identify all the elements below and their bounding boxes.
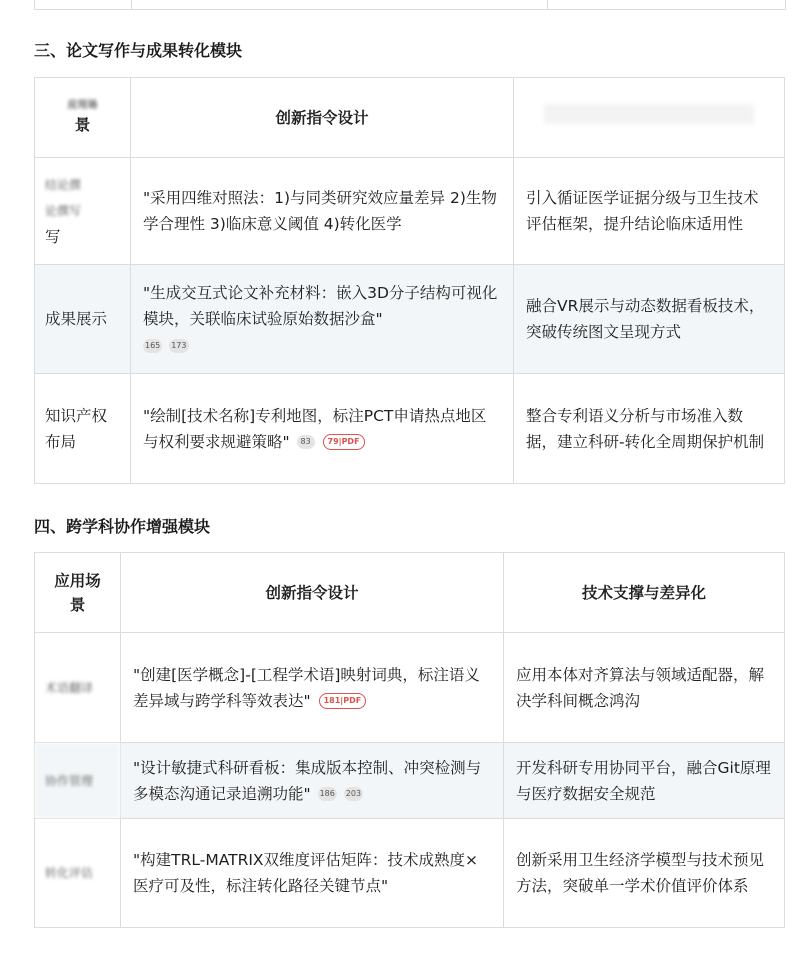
- row-scene: 结论撰 论撰写 写: [35, 158, 131, 265]
- row-tech: 引入循证医学证据分级与卫生技术评估框架，提升结论临床适用性: [514, 158, 785, 265]
- pdf-reference-badge[interactable]: 181|PDF: [319, 693, 367, 709]
- row-scene: 术语翻译: [35, 633, 121, 743]
- table-row: [35, 374, 785, 484]
- header-scene: 应用场 景: [35, 78, 131, 158]
- row-scene: 知识产权布局: [35, 374, 131, 484]
- reference-badge[interactable]: 83: [297, 435, 315, 449]
- table-row: [35, 819, 785, 928]
- row-design: "设计敏捷式科研看板：集成版本控制、冲突检测与多模态沟通记录追溯功能" 186 203: [121, 743, 504, 819]
- row-design: "采用四维对照法：1)与同类研究效应量差异 2)生物学合理性 3)临床意义阈值 4)转化医学: [131, 158, 514, 265]
- table-header-row: [35, 78, 785, 158]
- table-row: [35, 158, 785, 265]
- row-design: "创建[医学概念]-[工程学术语]映射词典，标注语义差异域与跨学科等效表达" 181|PDF: [121, 633, 504, 743]
- reference-badge[interactable]: 173: [169, 339, 188, 353]
- pdf-reference-badge[interactable]: 79|PDF: [323, 434, 365, 450]
- previous-table-bottom: [34, 0, 786, 10]
- row-tech: 整合专利语义分析与市场准入数据，建立科研-转化全周期保护机制: [514, 374, 785, 484]
- row-design: "绘制[技术名称]专利地图，标注PCT申请热点地区与权利要求规避策略" 83 79|PDF: [131, 374, 514, 484]
- header-scene: 应用场景: [35, 553, 121, 633]
- header-design: 创新指令设计: [121, 553, 504, 633]
- table-row: [35, 265, 785, 374]
- section-3-table: [34, 77, 785, 484]
- row-scene: 成果展示: [35, 265, 131, 374]
- reference-badge[interactable]: 203: [344, 787, 363, 801]
- header-tech: 技术支撑与差异化: [504, 553, 785, 633]
- section-3-title: 三、论文写作与成果转化模块: [34, 41, 243, 60]
- table-row: [35, 743, 785, 819]
- section-4-table: [34, 552, 785, 928]
- table-row: [35, 633, 785, 743]
- row-scene: 协作管理: [35, 743, 121, 819]
- header-design: 创新指令设计: [131, 78, 514, 158]
- row-tech: 开发科研专用协同平台，融合Git原理与医疗数据安全规范: [504, 743, 785, 819]
- section-4-title: 四、跨学科协作增强模块: [34, 517, 211, 536]
- header-tech: [514, 78, 785, 158]
- row-tech: 创新采用卫生经济学模型与技术预见方法，突破单一学术价值评价体系: [504, 819, 785, 928]
- row-tech: 融合VR展示与动态数据看板技术，突破传统图文呈现方式: [514, 265, 785, 374]
- row-scene: 转化评估: [35, 819, 121, 928]
- table-header-row: [35, 553, 785, 633]
- row-design: "构建TRL-MATRIX双维度评估矩阵：技术成熟度×医疗可及性，标注转化路径关键节点": [121, 819, 504, 928]
- reference-badge[interactable]: 186: [318, 787, 337, 801]
- reference-badge[interactable]: 165: [143, 339, 162, 353]
- row-tech: 应用本体对齐算法与领域适配器，解决学科间概念鸿沟: [504, 633, 785, 743]
- row-design: "生成交互式论文补充材料：嵌入3D分子结构可视化模块，关联临床试验原始数据沙盒" 165 173: [131, 265, 514, 374]
